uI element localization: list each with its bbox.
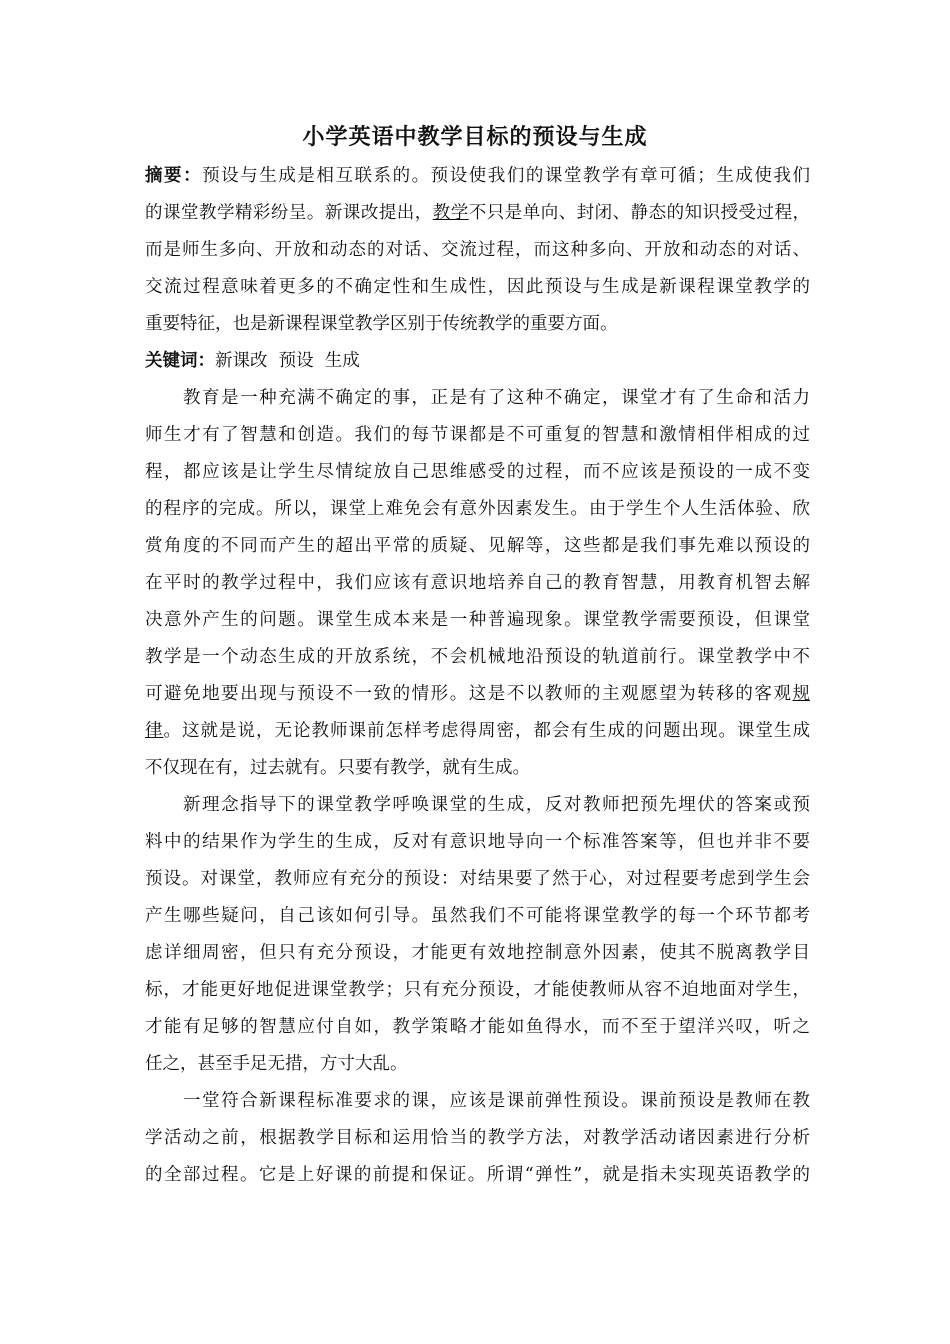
keywords-text: 新课改 预设 生成 [215,351,360,371]
paragraph-text: 可避免地要出现与预设不一致的情形。这是不以教师的主观愿望为转移的客观 [145,684,793,704]
abstract-line: 重要特征，也是新课程课堂教学区别于传统教学的重要方面。 [145,314,618,334]
paragraph-line: 赏角度的不同而产生的超出平常的质疑、见解等，这些都是我们事先难以预设的 [145,536,810,556]
paragraph-line [145,713,810,750]
abstract-line [145,158,810,195]
paragraph-line: 的全部过程。它是上好课的前提和保证。所谓“弹性”，就是指未实现英语教学的 [145,1165,810,1185]
paragraph-line: 产生哪些疑问，自己该如何引导。虽然我们不可能将课堂教学的每一个环节都考 [145,906,810,926]
abstract-line: 交流过程意味着更多的不确定性和生成性，因此预设与生成是新课程课堂教学的 [145,277,810,297]
paragraph-line: 不仅现在有，过去就有。只要有教学，就有生成。 [145,758,530,778]
keywords-label: 关键词： [145,351,215,371]
paragraph-line: 标，才能更好地促进课堂教学；只有充分预设，才能使教师从容不迫地面对学生， [145,980,810,1000]
paragraph-line: 在平时的教学过程中，我们应该有意识地培养自己的教育智慧，用教育机智去解 [145,573,810,593]
guilv-link-part1[interactable]: 规 [792,684,810,704]
paragraph-line: 预设。对课堂，教师应有充分的预设：对结果要了然于心，对过程要考虑到学生会 [145,869,810,889]
abstract-line [145,195,810,232]
abstract-text: 预设与生成是相互联系的。预设使我们的课堂教学有章可循；生成使我们 [202,166,810,186]
paragraph-line: 一堂符合新课程标准要求的课，应该是课前弹性预设。课前预设是教师在教 [183,1091,810,1111]
paragraph-line: 才能有足够的智慧应付自如，教学策略才能如鱼得水，而不至于望洋兴叹，听之 [145,1017,810,1037]
paragraph-line: 任之，甚至手足无措，方寸大乱。 [145,1054,408,1074]
document-body [145,158,810,1194]
document-title: 小学英语中教学目标的预设与生成 [302,125,648,150]
paragraph-line: 新理念指导下的课堂教学呼唤课堂的生成，反对教师把预先埋伏的答案或预 [183,795,810,815]
paragraph-line: 学活动之前，根据教学目标和运用恰当的教学方法，对教学活动诸因素进行分析 [145,1128,810,1148]
paragraph-line: 料中的结果作为学生的生成，反对有意识地导向一个标准答案等，但也并非不要 [145,832,810,852]
paragraph-text: 。这就是说，无论教师课前怎样考虑得周密，都会有生成的问题出现。课堂生成 [163,721,810,741]
paragraph-line [145,676,810,713]
abstract-text: 不只是单向、封闭、静态的知识授受过程， [468,203,810,223]
paragraph-line: 虑详细周密，但只有充分预设，才能更有效地控制意外因素，使其不脱离教学目 [145,943,810,963]
abstract-label: 摘要： [145,166,203,186]
guilv-link-part2[interactable]: 律 [145,721,164,741]
paragraph-line: 决意外产生的问题。课堂生成本来是一种普遍现象。课堂教学需要预设，但课堂 [145,610,810,630]
jiaoxue-link[interactable]: 教学 [432,203,469,223]
abstract-line: 而是师生多向、开放和动态的对话、交流过程，而这种多向、开放和动态的对话、 [145,240,810,260]
paragraph-line: 教育是一种充满不确定的事，正是有了这种不确定，课堂才有了生命和活力 [183,388,810,408]
keywords-line [145,343,810,380]
paragraph-line: 师生才有了智慧和创造。我们的每节课都是不可重复的智慧和激情相伴相成的过 [145,425,810,445]
abstract-text: 的课堂教学精彩纷呈。新课改提出， [145,203,433,223]
paragraph-line: 程，都应该是让学生尽情绽放自己思维感受的过程，而不应该是预设的一成不变 [145,462,810,482]
paragraph-line: 的程序的完成。所以，课堂上难免会有意外因素发生。由于学生个人生活体验、欣 [145,499,810,519]
paragraph-line: 教学是一个动态生成的开放系统，不会机械地沿预设的轨道前行。课堂教学中不 [145,647,810,667]
